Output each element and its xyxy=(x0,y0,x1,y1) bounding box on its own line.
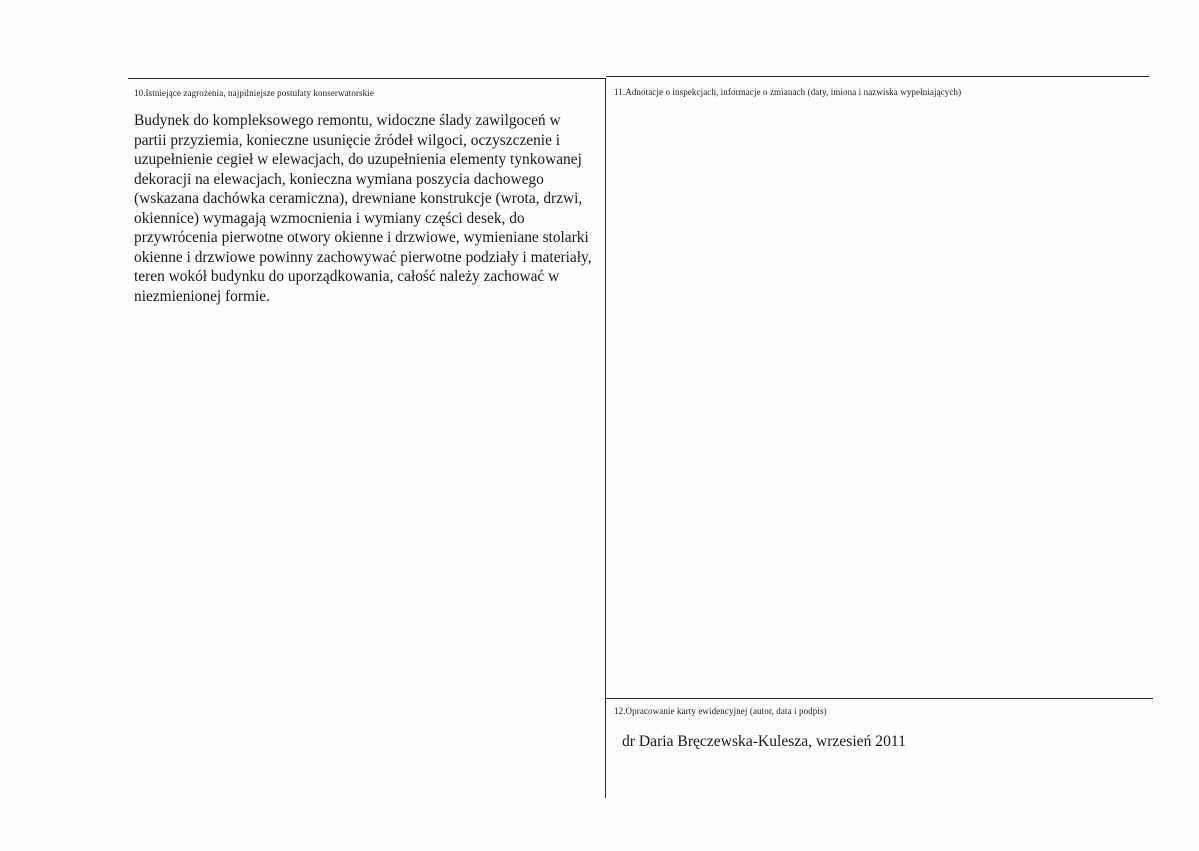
section-10-top-rule xyxy=(128,78,606,79)
section-12-label: 12.Opracowanie karty ewidencyjnej (autor, data i podpis) xyxy=(614,706,827,716)
section-12-top-rule xyxy=(606,698,1153,699)
section-12-author-text: dr Daria Bręczewska-Kulesza, wrzesień 2011 xyxy=(622,733,906,750)
section-10-text: Budynek do kompleksowego remontu, widoczne ślady zawilgoceń w partii przyziemia, konieczne usunięcie źródeł wilgoci, oczyszczenie i uzupełnienie cegieł w elewacjach, do uzupełnienia elementy tynkowanej dekoracji na elewacjach, konieczna wymiana poszycia dachowego (wskazana dachówka ceramiczna), drewniane konstrukcje (wrota, drzwi, okiennice) wymagają wzmocnienia i wymiany części desek, do przywrócenia pierwotne otwory okienne i drzwiowe, wymieniane stolarki okienne i drzwiowe powinny zachowywać pierwotne podziały i materiały, teren wokół budynku do uporządkowania, całość należy zachować w niezmienionej formie. xyxy=(134,112,592,305)
section-10-label: 10.Istniejące zagrożenia, najpilniejsze postulaty konserwatorskie xyxy=(134,88,374,98)
column-divider xyxy=(605,78,606,798)
section-11-top-rule xyxy=(606,76,1149,77)
section-11-label: 11.Adnotacje o inspekcjach, informacje o zmianach (daty, imiona i nazwiska wypełniających) xyxy=(614,87,962,97)
